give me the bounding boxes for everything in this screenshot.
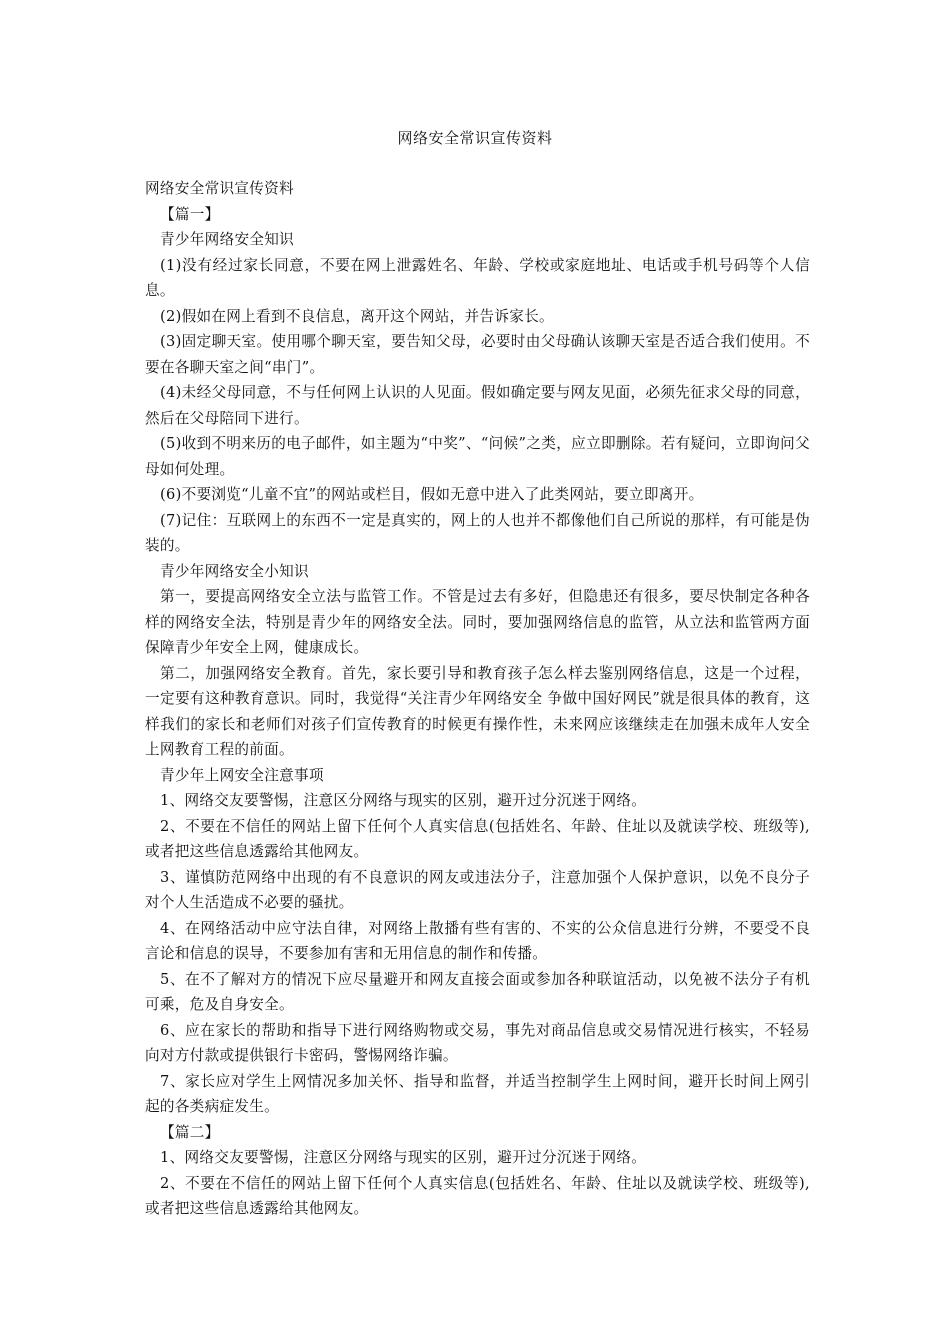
section-marker-part-two: 【篇二】 [160,1123,220,1141]
paragraph-item-6: (6)不要浏览“儿童不宜”的网站或栏目，假如无意中进入了此类网站，要立即离开。 [160,486,704,503]
precaution-item-5: 5、在不了解对方的情况下应尽量避开和网友直接会面或参加各种联谊活动，以免被不法分子有机可乘，危及自身安全。 [145,970,810,1013]
body-heading: 网络安全常识宣传资料 [145,180,294,197]
part-two-item-2: 2、不要在不信任的网站上留下任何个人真实信息(包括姓名、年龄、住址以及就读学校、班级等),或者把这些信息透露给其他网友。 [145,1174,810,1217]
subsection-heading-precautions: 青少年上网安全注意事项 [160,766,324,784]
section-marker-part-one: 【篇一】 [160,205,220,223]
part-two-item-1: 1、网络交友要警惕，注意区分网络与现实的区别，避开过分沉迷于网络。 [160,1149,647,1166]
paragraph-item-2: (2)假如在网上看到不良信息，离开这个网站，并告诉家长。 [160,307,554,325]
subsection-heading-safety-knowledge: 青少年网络安全知识 [160,231,295,248]
precaution-item-7: 7、家长应对学生上网情况多加关怀、指导和监督，并适当控制学生上网时间，避开长时间上网引起的各类病症发生。 [145,1072,810,1115]
precaution-item-2: 2、不要在不信任的网站上留下任何个人真实信息(包括姓名、年龄、住址以及就读学校、班级等),或者把这些信息透露给其他网友。 [145,817,810,860]
paragraph-item-1: (1)没有经过家长同意，不要在网上泄露姓名、年龄、学校或家庭地址、电话或手机号码等个人信息。 [145,256,810,299]
page-title: 网络安全常识宣传资料 [397,129,553,147]
paragraph-first: 第一，要提高网络安全立法与监管工作。不管是过去有多好，但隐患还有很多，要尽快制定各种各样的网络安全法，特别是青少年的网络安全法。同时，要加强网络信息的监管，从立法和监管两方面保障青少年安全上网，健康成长。 [145,588,810,656]
precaution-item-3: 3、谨慎防范网络中出现的有不良意识的网友或违法分子，注意加强个人保护意识，以免不良分子对个人生活造成不必要的骚扰。 [145,868,810,911]
precaution-item-6: 6、应在家长的帮助和指导下进行网络购物或交易，事先对商品信息或交易情况进行核实，不轻易向对方付款或提供银行卡密码，警惕网络诈骗。 [145,1021,810,1064]
paragraph-item-7: (7)记住：互联网上的东西不一定是真实的，网上的人也并不都像他们自己所说的那样，有可能是伪装的。 [145,511,810,554]
precaution-item-1: 1、网络交友要警惕，注意区分网络与现实的区别，避开过分沉迷于网络。 [160,792,647,809]
paragraph-second: 第二，加强网络安全教育。首先，家长要引导和教育孩子怎么样去鉴别网络信息，这是一个过程，一定要有这种教育意识。同时，我觉得“关注青少年网络安全 争做中国好网民”就是很具体的教育，这样我们的家长和老师们对孩子们宣传教育的时候更有操作性，未来网应该继续走在加强未成年人安全上网教育工程的前面。 [145,664,810,758]
subsection-heading-safety-tips: 青少年网络安全小知识 [160,562,309,580]
precaution-item-4: 4、在网络活动中应守法自律，对网络上散播有些有害的、不实的公众信息进行分辨，不要受不良言论和信息的误导，不要参加有害和无用信息的制作和传播。 [145,919,810,962]
document-body [145,176,810,1222]
paragraph-item-4: (4)未经父母同意，不与任何网上认识的人见面。假如确定要与网友见面，必须先征求父母的同意，然后在父母陪同下进行。 [145,384,810,427]
paragraph-item-3: (3)固定聊天室。使用哪个聊天室，要告知父母，必要时由父母确认该聊天室是否适合我们使用。不要在各聊天室之间“串门”。 [145,333,810,376]
paragraph-item-5: (5)收到不明来历的电子邮件，如主题为“中奖”、“问候”之类，应立即删除。若有疑问，立即询问父母如何处理。 [145,435,810,478]
